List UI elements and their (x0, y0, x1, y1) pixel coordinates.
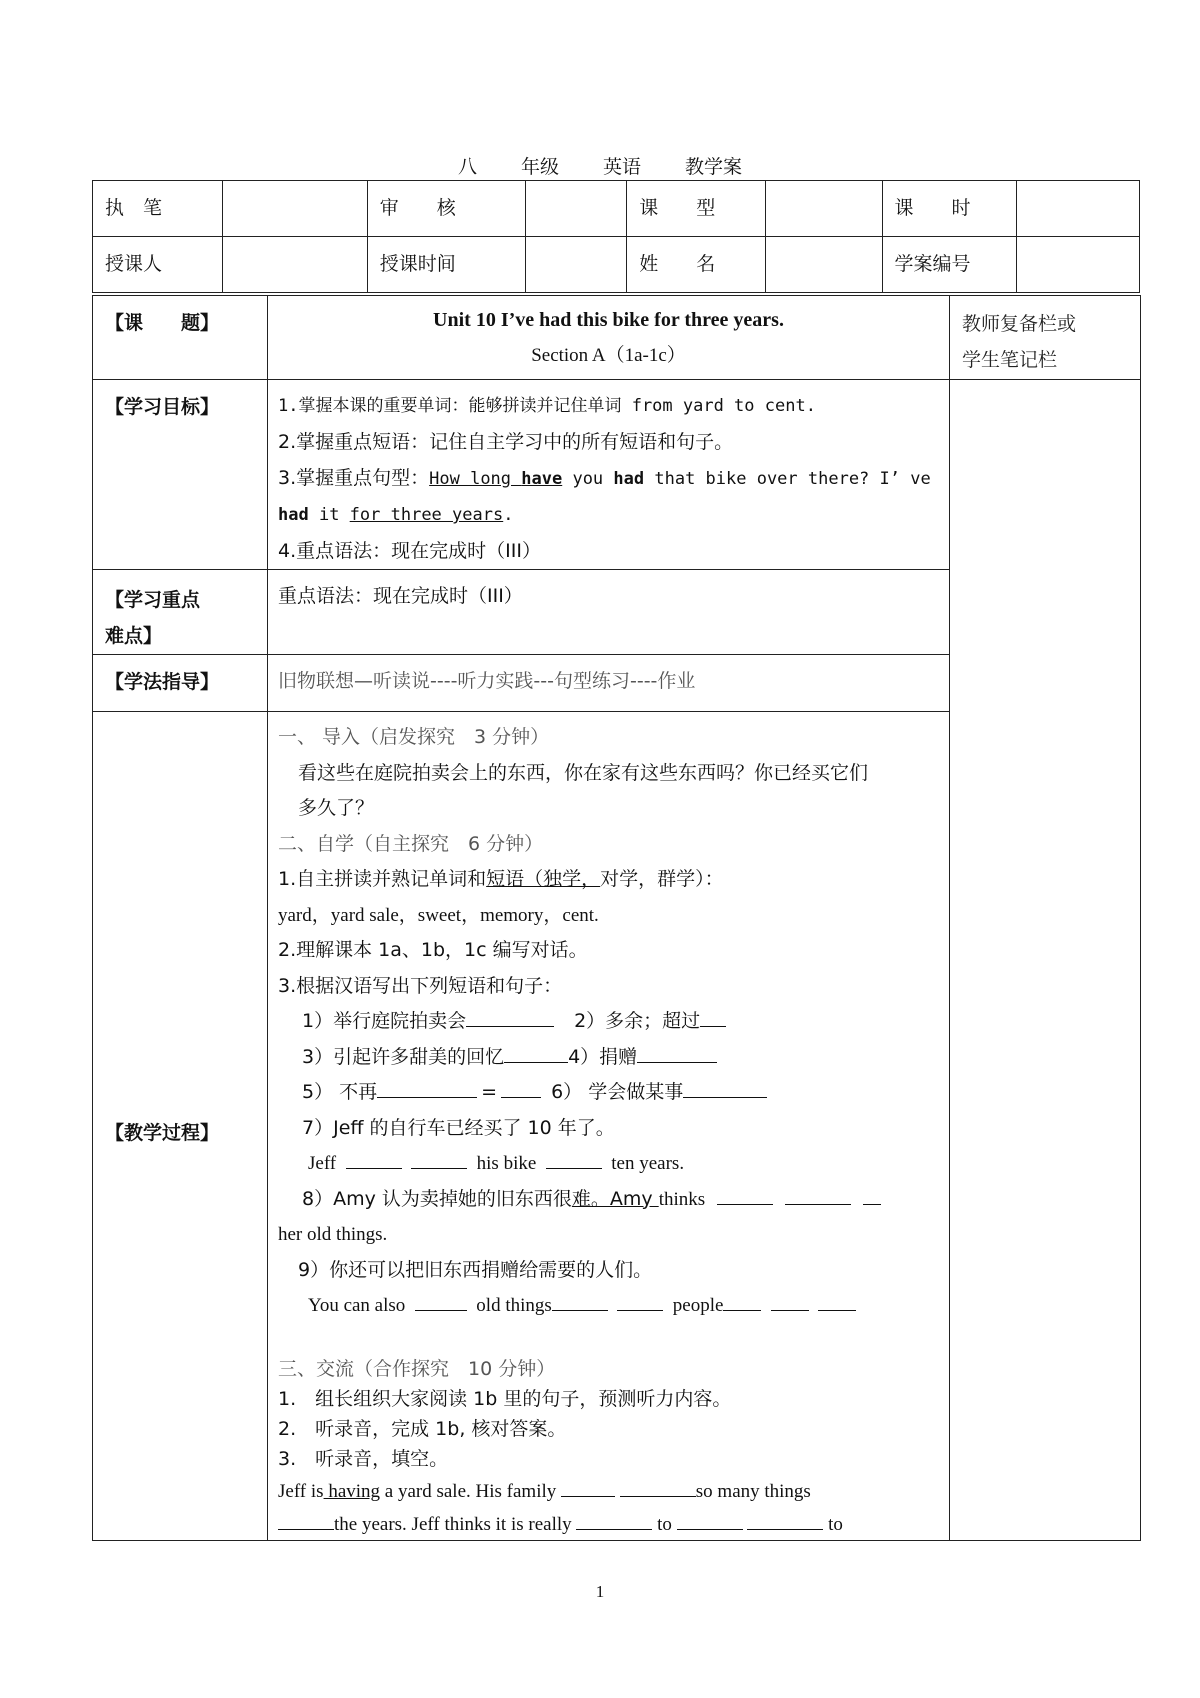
sentence-part: Jeff (308, 1153, 337, 1174)
answer-blank[interactable] (504, 1040, 568, 1063)
objectives-row (93, 380, 1141, 570)
question-text: 2）多余；超过 (574, 1010, 701, 1032)
topic-content (268, 296, 950, 380)
sentence-part: for three years (349, 505, 504, 525)
sentence-part: old things (476, 1295, 552, 1316)
equals-sign: = (481, 1081, 498, 1103)
list-item: 2.理解课本 1a、1b，1c 编写对话。 (278, 939, 588, 961)
question-text: 8）Amy 认为卖掉她的旧东西很 (302, 1187, 572, 1210)
section-heading: 二、自学（自主探究 6 分钟） (278, 832, 544, 855)
objective-item: 1.掌握本课的重要单词：能够拼读并记住单词 from yard to cent. (278, 396, 816, 416)
answer-blank[interactable] (723, 1288, 761, 1311)
answer-blank[interactable] (683, 1075, 767, 1098)
answer-blank[interactable] (700, 1004, 726, 1027)
objective-prefix: 3.掌握重点句型： (278, 467, 430, 489)
question-line (278, 1004, 939, 1040)
topic-label: 【课 题】 (93, 296, 268, 380)
method-label: 【学法指导】 (93, 655, 268, 712)
info-label-teach-time: 授课时间 (367, 237, 525, 293)
question-text: thinks (658, 1188, 706, 1210)
topic-row (93, 296, 1141, 380)
list-item: 3.根据汉语写出下列短语和句子： (278, 974, 563, 997)
sentence-part: it (308, 505, 350, 525)
sentence-part: you (562, 469, 614, 489)
process-label: 【教学过程】 (93, 712, 268, 1541)
paragraph-line: 看这些在庭院拍卖会上的东西，你在家有这些东西吗？你已经买它们 (298, 761, 869, 784)
question-text: 1）举行庭院拍卖会 (302, 1010, 467, 1032)
info-value-name (765, 237, 882, 293)
answer-blank[interactable] (346, 1146, 402, 1169)
process-content (268, 712, 950, 1541)
info-label-writer: 执 笔 (93, 181, 223, 237)
answer-blank[interactable] (278, 1507, 334, 1530)
answer-line (278, 1507, 939, 1540)
answer-line (278, 1288, 939, 1324)
sentence-part: that bike over there? I’ ve (644, 469, 931, 489)
sentence-part: You can also (308, 1295, 406, 1316)
paragraph-line: 多久了？ (298, 797, 375, 819)
answer-blank[interactable] (411, 1146, 467, 1169)
section-title: Section A（1a-1c） (531, 345, 686, 366)
title-subject: 英语 (603, 156, 642, 178)
question-text: 3）引起许多甜美的回忆 (302, 1045, 505, 1068)
title-doc-type: 教学案 (685, 156, 743, 178)
keypoints-label (93, 570, 268, 655)
list-item (278, 862, 939, 898)
info-value-periods (1016, 181, 1139, 237)
answer-blank[interactable] (466, 1004, 554, 1027)
keypoints-text: 重点语法：现在完成时（III） (278, 585, 523, 607)
answer-blank[interactable] (546, 1146, 602, 1169)
objective-item (278, 460, 939, 497)
answer-blank[interactable] (377, 1075, 477, 1098)
info-value-plan-no (1016, 237, 1139, 293)
info-table (92, 180, 1140, 293)
answer-blank[interactable] (561, 1474, 615, 1497)
notes-header-line1: 教师复备栏或 (962, 313, 1077, 335)
question-text: 难。Amy (571, 1187, 659, 1210)
answer-blank[interactable] (747, 1507, 823, 1530)
objective-item (278, 497, 939, 533)
keypoints-content (268, 570, 950, 655)
sentence-part: . (503, 505, 514, 525)
notes-header-line2: 学生笔记栏 (962, 349, 1058, 371)
answer-blank[interactable] (576, 1507, 652, 1530)
question-line (278, 1075, 939, 1111)
title-grade: 八 (457, 156, 477, 178)
sentence-part: a yard sale. His family (380, 1480, 557, 1502)
page-title (0, 152, 1200, 179)
objective-item: 4.重点语法：现在完成时（III） (278, 540, 541, 562)
sentence-part: Jeff is (278, 1480, 324, 1502)
info-label-lesson-type: 课 型 (627, 181, 765, 237)
list-item: 3. 听录音，填空。 (278, 1447, 449, 1470)
question-line (278, 1182, 939, 1218)
section-heading: 一、 导入（启发探究 3 分钟） (278, 726, 550, 748)
method-content (268, 655, 950, 712)
answer-blank[interactable] (818, 1288, 856, 1311)
sentence-part: have (521, 469, 563, 489)
notes-column-header (950, 296, 1141, 380)
question-line: 7）Jeff 的自行车已经买了 10 年了。 (302, 1116, 615, 1139)
answer-blank[interactable] (785, 1182, 851, 1205)
sentence-part: people (672, 1295, 724, 1316)
answer-blank[interactable] (415, 1288, 467, 1311)
sentence-part: How long (429, 469, 522, 489)
answer-line (278, 1146, 939, 1182)
keypoints-label-line1: 【学习重点 (105, 589, 201, 611)
answer-blank[interactable] (863, 1182, 881, 1205)
lesson-table (92, 295, 1141, 1541)
question-text: 4）捐赠 (568, 1045, 638, 1068)
question-text: 6） 学会做某事 (551, 1081, 684, 1103)
sentence-part: the years. Jeff thinks it is really (334, 1513, 572, 1535)
answer-blank[interactable] (620, 1474, 696, 1497)
sentence-part: so many things (695, 1480, 811, 1502)
info-row (93, 181, 1140, 237)
objective-item: 2.掌握重点短语：记住自主学习中的所有短语和句子。 (278, 431, 734, 453)
info-label-teacher: 授课人 (93, 237, 223, 293)
sentence-part: ten years. (611, 1153, 685, 1174)
answer-blank[interactable] (617, 1288, 663, 1311)
info-value-reviewer (525, 181, 627, 237)
answer-blank[interactable] (717, 1182, 773, 1205)
word-list: yard，yard sale，sweet，memory，cent. (278, 904, 599, 926)
text-part: 对学，群学）： (600, 868, 724, 890)
sentence-part: had (278, 505, 309, 525)
answer-blank[interactable] (552, 1288, 608, 1311)
keypoints-label-line2: 难点】 (105, 625, 163, 647)
answer-blank[interactable] (637, 1040, 717, 1063)
info-label-periods: 课 时 (882, 181, 1016, 237)
text-part: 短语（独学， (486, 868, 601, 890)
sentence-part: his bike (476, 1153, 537, 1174)
info-label-reviewer: 审 核 (367, 181, 525, 237)
sentence-part: had (613, 469, 645, 489)
sentence-part: to (657, 1513, 672, 1535)
answer-blank[interactable] (501, 1075, 541, 1098)
notes-column (950, 380, 1141, 1541)
sentence-part: having (323, 1480, 381, 1502)
info-value-teacher (222, 237, 367, 293)
info-label-plan-no: 学案编号 (882, 237, 1016, 293)
info-row (93, 237, 1140, 293)
text-part: 1.自主拼读并熟记单词和 (278, 868, 487, 890)
info-value-teach-time (525, 237, 627, 293)
answer-blank[interactable] (771, 1288, 809, 1311)
answer-blank[interactable] (677, 1507, 743, 1530)
question-line: 9）你还可以把旧东西捐赠给需要的人们。 (298, 1258, 653, 1281)
page-number: 1 (595, 1582, 605, 1601)
title-grade-unit: 年级 (520, 156, 559, 178)
section-heading: 三、交流（合作探究 10 分钟） (278, 1357, 556, 1380)
question-text: 5） 不再 (302, 1081, 378, 1103)
unit-title: Unit 10 I’ve had this bike for three years. (433, 309, 784, 331)
answer-line: her old things. (278, 1224, 388, 1245)
info-value-writer (222, 181, 367, 237)
list-item: 2. 听录音，完成 1b, 核对答案。 (278, 1417, 567, 1440)
method-text: 旧物联想—听读说----听力实践---句型练习----作业 (278, 670, 696, 692)
objectives-content (268, 380, 950, 570)
list-item: 1. 组长组织大家阅读 1b 里的句子，预测听力内容。 (278, 1387, 732, 1410)
answer-line (278, 1474, 939, 1507)
info-label-name: 姓 名 (627, 237, 765, 293)
question-line (278, 1040, 939, 1076)
sentence-part: to (828, 1513, 843, 1535)
objectives-label: 【学习目标】 (93, 380, 268, 570)
info-value-lesson-type (765, 181, 882, 237)
